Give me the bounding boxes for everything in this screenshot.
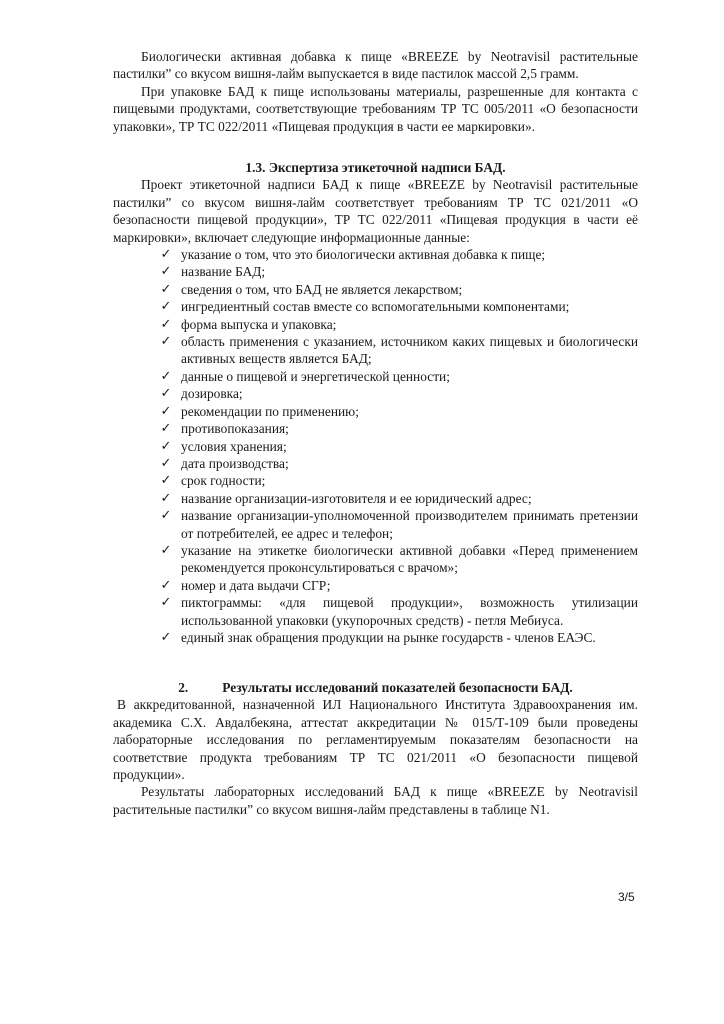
list-item xyxy=(158,333,638,368)
checkmark-icon: ✓ xyxy=(160,403,172,419)
list-item-text: указание на этикетке биологически активной добавки «Перед применением рекомендуется проконсультироваться с врачом»; xyxy=(181,542,638,576)
checkmark-icon: ✓ xyxy=(160,629,172,645)
checkmark-icon: ✓ xyxy=(160,299,172,315)
list-item xyxy=(158,385,638,402)
checkmark-icon: ✓ xyxy=(160,473,172,489)
list-item xyxy=(158,403,638,420)
section-2-paragraph-2: Результаты лабораторных исследований БАД к пище «BREEZE by Neotravisil растительные пастилки” со вкусом вишня-лайм представлены в таблице N1. xyxy=(113,784,638,817)
intro-paragraph-2: При упаковке БАД к пище использованы материалы, разрешенные для контакта с пищевыми продуктами, соответствующие требованиям ТР ТС 005/2011 «О безопасности упаковки», ТР ТС 022/2011 «Пищевая продукция в части ее маркировки». xyxy=(113,83,638,134)
checkmark-icon: ✓ xyxy=(160,455,172,471)
list-item xyxy=(158,507,638,542)
checkmark-icon: ✓ xyxy=(160,438,172,454)
list-item-text: ингредиентный состав вместе со вспомогательными компонентами; xyxy=(181,299,570,315)
list-item-text: противопоказания; xyxy=(181,421,289,437)
list-item-text: пиктограммы: «для пищевой продукции», возможность утилизации использованной упаковки (укупорочных средств) - петля Мебиуса. xyxy=(181,595,638,628)
checkmark-icon: ✓ xyxy=(160,542,172,558)
checkmark-icon: ✓ xyxy=(160,508,172,524)
list-item-text: область применения с указанием, источником каких пищевых и биологически активных веществ является БАД; xyxy=(181,334,638,367)
list-item-text: название организации-изготовителя и ее юридический адрес; xyxy=(181,490,532,506)
list-item xyxy=(158,594,638,629)
list-item-text: условия хранения; xyxy=(181,438,287,454)
section-2-number: 2. xyxy=(178,680,189,695)
label-requirements-list xyxy=(158,246,638,646)
list-item-text: данные о пищевой и энергетической ценности; xyxy=(181,368,450,384)
checkmark-icon: ✓ xyxy=(160,264,172,280)
list-item xyxy=(158,298,638,315)
list-item xyxy=(158,438,638,455)
section-2-title-text: Результаты исследований показателей безопасности БАД. xyxy=(222,680,573,695)
checkmark-icon: ✓ xyxy=(160,490,172,506)
checkmark-icon: ✓ xyxy=(160,247,172,263)
section-1-3-title: 1.3. Экспертиза этикеточной надписи БАД. xyxy=(245,160,506,175)
list-item-text: указание о том, что это биологически активная добавка к пище; xyxy=(181,247,546,263)
list-item xyxy=(158,577,638,594)
list-item-text: дата производства; xyxy=(181,455,289,471)
list-item-text: сведения о том, что БАД не является лекарством; xyxy=(181,281,463,297)
list-item-text: единый знак обращения продукции на рынке государств - членов ЕАЭС. xyxy=(181,629,596,645)
checkmark-icon: ✓ xyxy=(160,595,172,611)
checkmark-icon: ✓ xyxy=(160,281,172,297)
list-item-text: номер и дата выдачи СГР; xyxy=(181,577,331,593)
intro-section xyxy=(113,48,638,135)
list-item xyxy=(158,246,638,263)
checkmark-icon: ✓ xyxy=(160,334,172,350)
checkmark-icon: ✓ xyxy=(160,386,172,402)
list-item xyxy=(158,368,638,385)
list-item-text: название БАД; xyxy=(181,264,266,280)
checkmark-icon: ✓ xyxy=(160,421,172,437)
list-item xyxy=(158,490,638,507)
list-item-text: рекомендации по применению; xyxy=(181,403,359,419)
list-item xyxy=(158,263,638,280)
section-2-title xyxy=(113,679,638,696)
list-item xyxy=(158,542,638,577)
list-item xyxy=(158,316,638,333)
list-item xyxy=(158,420,638,437)
checkmark-icon: ✓ xyxy=(160,577,172,593)
list-item xyxy=(158,281,638,298)
list-item xyxy=(158,629,638,646)
list-item-text: форма выпуска и упаковка; xyxy=(181,316,337,332)
checkmark-icon: ✓ xyxy=(160,316,172,332)
page-number: 3/5 xyxy=(618,890,635,904)
section-1-3-intro: Проект этикеточной надписи БАД к пище «BREEZE by Neotravisil растительные пастилки” со вкусом вишня-лайм соответствует требованиям ТР ТС 021/2011 «О безопасности пищевой продукции», ТР ТС 022/2011 «Пищевая продукция в части её маркировки», включает следующие информационные данные: xyxy=(113,177,638,245)
checkmark-icon: ✓ xyxy=(160,368,172,384)
section-1-3 xyxy=(113,159,638,646)
list-item-text: срок годности; xyxy=(181,473,266,489)
section-2 xyxy=(113,679,638,818)
intro-paragraph-1: Биологически активная добавка к пище «BREEZE by Neotravisil растительные пастилки” со вкусом вишня-лайм выпускается в виде пастилок массой 2,5 грамм. xyxy=(113,49,638,82)
list-item xyxy=(158,472,638,489)
section-2-paragraph-1: В аккредитованной, назначенной ИЛ Национального Института Здравоохранения им. академика С.Х. Авдалбекяна, аттестат аккредитации № 015/Т-109 были проведены лабораторные исследования по регламентируемым показателям безопасности на соответствие продукта требованиям ТР ТС 021/2011 «О безопасности пищевой продукции». xyxy=(113,697,638,783)
list-item xyxy=(158,455,638,472)
list-item-text: дозировка; xyxy=(181,386,243,402)
list-item-text: название организации-уполномоченной производителем принимать претензии от потребителей, ее адрес и телефон; xyxy=(181,508,638,541)
